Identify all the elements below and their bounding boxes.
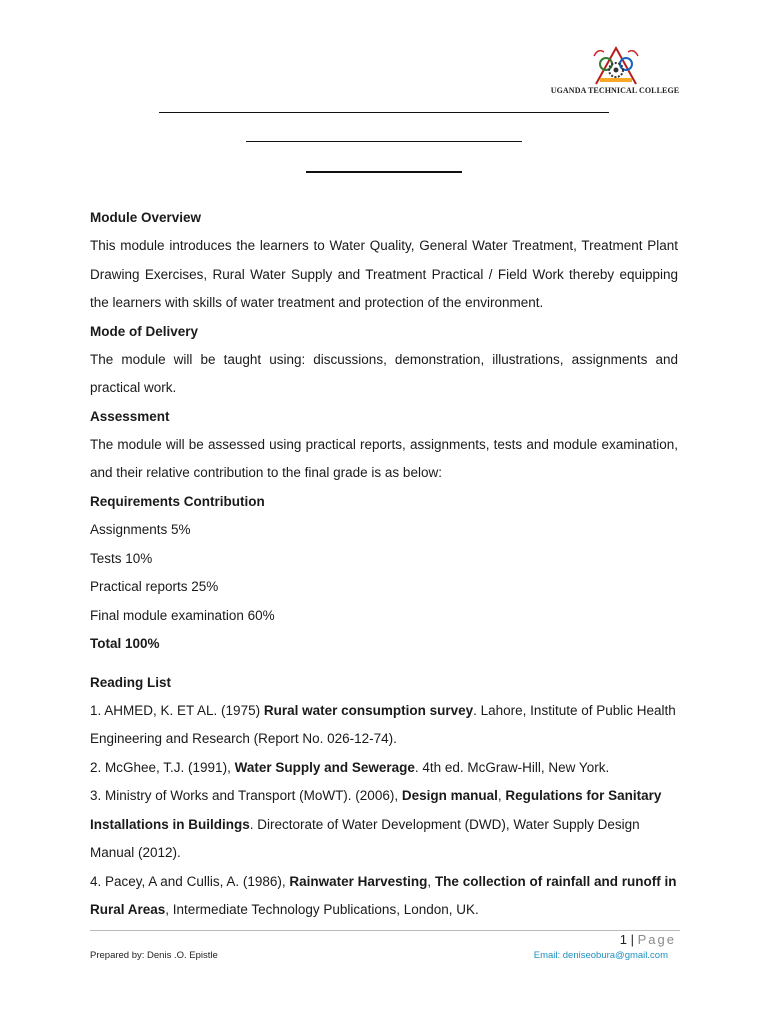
- footer-rule: [90, 930, 680, 931]
- title-rule-2: [246, 141, 522, 142]
- page-number: 1 | Page: [619, 932, 676, 947]
- requirement-item: Final module examination 60%: [90, 607, 275, 623]
- requirement-item: Tests 10%: [90, 550, 153, 566]
- reference-item: 3. Ministry of Works and Transport (MoWT). (2006), Design manual, Regulations for Sanitary Installations in Buildings. Directorate of Water Development (DWD), Water Supply Design Manual (2012).: [90, 788, 662, 860]
- mode-of-delivery-text: The module will be taught using: discussions, demonstration, illustrations, assignments and practical work.: [90, 351, 678, 395]
- assessment-heading: Assessment: [90, 408, 170, 424]
- requirement-item: Assignments 5%: [90, 522, 191, 537]
- requirement-item: Practical reports 25%: [90, 579, 219, 594]
- module-overview-heading: Module Overview: [90, 210, 202, 225]
- requirements-header: Requirements Contribution: [90, 493, 265, 509]
- reference-item: 4. Pacey, A and Cullis, A. (1986), Rainwater Harvesting, The collection of rainfall and runoff in Rural Areas, Intermediate Technology Publications, London, UK.: [90, 873, 677, 917]
- author-email: Email: deniseobura@gmail.com: [533, 950, 668, 961]
- college-logo: [590, 44, 642, 88]
- logo-caption: UGANDA TECHNICAL COLLEGE: [550, 86, 680, 95]
- reference-item: 2. McGhee, T.J. (1991), Water Supply and Sewerage. 4th ed. McGraw-Hill, New York.: [90, 759, 610, 775]
- prepared-by: Prepared by: Denis .O. Epistle: [90, 950, 218, 961]
- reading-list-heading: Reading List: [90, 674, 172, 690]
- document-body: [90, 204, 678, 925]
- mode-of-delivery-heading: Mode of Delivery: [90, 323, 199, 339]
- title-rule-1: [159, 112, 609, 113]
- assessment-text: The module will be assessed using practical reports, assignments, tests and module examination, and their relative contribution to the final grade is as below:: [90, 436, 678, 480]
- reference-item: 1. AHMED, K. ET AL. (1975) Rural water consumption survey. Lahore, Institute of Public Health Engineering and Research (Report No. 026-12-74).: [90, 702, 676, 746]
- title-rule-3: [306, 171, 462, 173]
- requirements-total: Total 100%: [90, 636, 160, 651]
- module-overview-text: This module introduces the learners to Water Quality, General Water Treatment, Treatment Plant Drawing Exercises, Rural Water Supply and Treatment Practical / Field Work thereby equipping the learners with skills of water treatment and protection of the environment.: [90, 238, 678, 310]
